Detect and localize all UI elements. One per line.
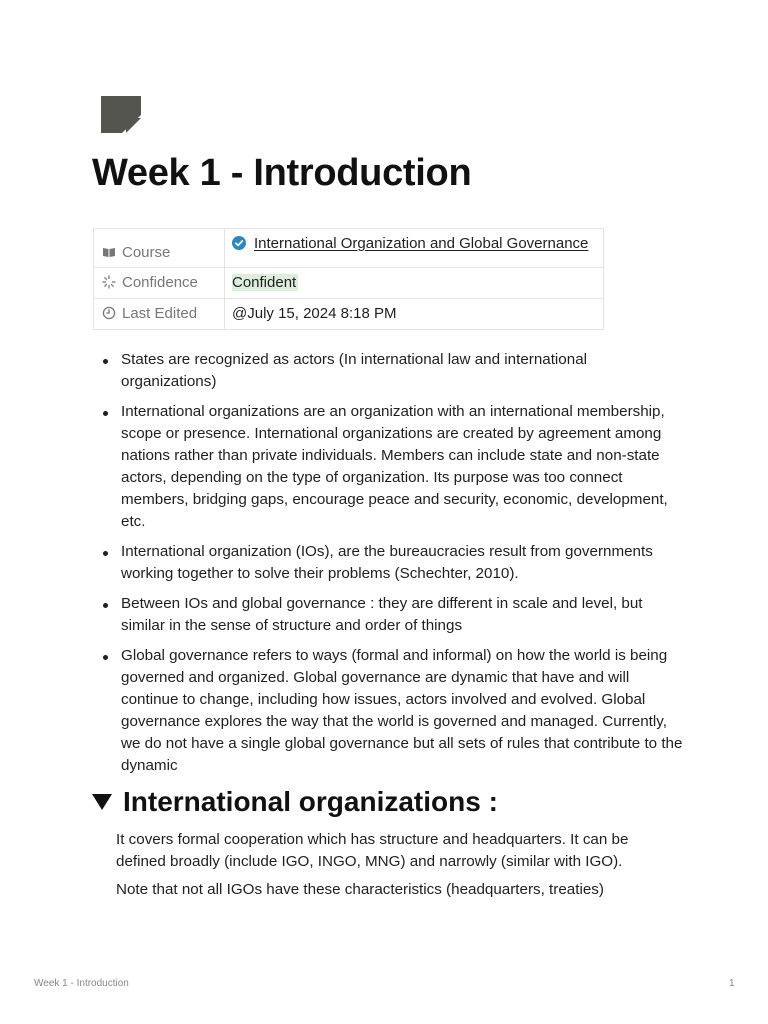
page-number: 1 — [729, 978, 735, 989]
property-key-last-edited — [94, 299, 225, 330]
loader-icon — [102, 275, 116, 289]
property-value-confidence[interactable] — [225, 268, 604, 299]
bullet-list — [93, 349, 683, 785]
property-value-last-edited: @July 15, 2024 8:18 PM — [225, 299, 604, 330]
property-label-course: Course — [122, 244, 171, 261]
clock-icon — [102, 306, 116, 320]
list-item: International organization (IOs), are the bureaucracies result from governments working together to solve their problems (Schechter, 2010). — [93, 541, 683, 585]
list-item: Between IOs and global governance : they are different in scale and level, but similar in the sense of structure and order of things — [93, 593, 683, 637]
property-row-course — [94, 229, 604, 268]
toggle-paragraph: It covers formal cooperation which has structure and headquarters. It can be defined broadly (include IGO, INGO, MNG) and narrowly (similar with IGO). — [116, 831, 629, 870]
check-circle-icon — [232, 235, 246, 249]
book-icon — [102, 245, 116, 259]
toggle-paragraph: Note that not all IGOs have these characteristics (headquarters, treaties) — [116, 881, 604, 898]
list-item: International organizations are an organization with an international membership, scope or presence. International organizations are created by agreement among nations rather than private individuals. Members can include state and non-state actors, depending on the type of organization. Its purpose was too connect members, bridging gaps, encourage peace and security, economic, development, etc. — [93, 401, 683, 533]
confidence-badge: Confident — [232, 274, 297, 291]
toggle-heading-text: International organizations : — [123, 786, 498, 817]
property-key-confidence — [94, 268, 225, 299]
property-row-last-edited — [94, 299, 604, 330]
property-key-course — [94, 229, 225, 268]
page-title: Week 1 - Introduction — [92, 152, 472, 194]
property-label-last-edited: Last Edited — [122, 305, 198, 322]
properties-table — [93, 228, 604, 330]
property-value-course[interactable] — [225, 229, 604, 268]
toggle-heading[interactable] — [92, 786, 498, 818]
property-row-confidence — [94, 268, 604, 299]
toggle-content — [116, 829, 676, 907]
property-label-confidence: Confidence — [122, 274, 198, 291]
course-link[interactable]: International Organization and Global Governance — [254, 235, 589, 252]
list-item: States are recognized as actors (In international law and international organizations) — [93, 349, 683, 393]
sticky-note-icon[interactable] — [101, 96, 141, 133]
list-item: Global governance refers to ways (formal and informal) on how the world is being governed and organized. Global governance are dynamic that have and will continue to change, including how issues, actors involved and evolved. Global governance explores the way that the world is governed and managed. Currently, we do not have a single global governance but all sets of rules that contribute to the dynamic — [93, 645, 683, 777]
footer-title: Week 1 - Introduction — [34, 978, 129, 989]
toggle-arrow-icon[interactable] — [92, 794, 112, 810]
